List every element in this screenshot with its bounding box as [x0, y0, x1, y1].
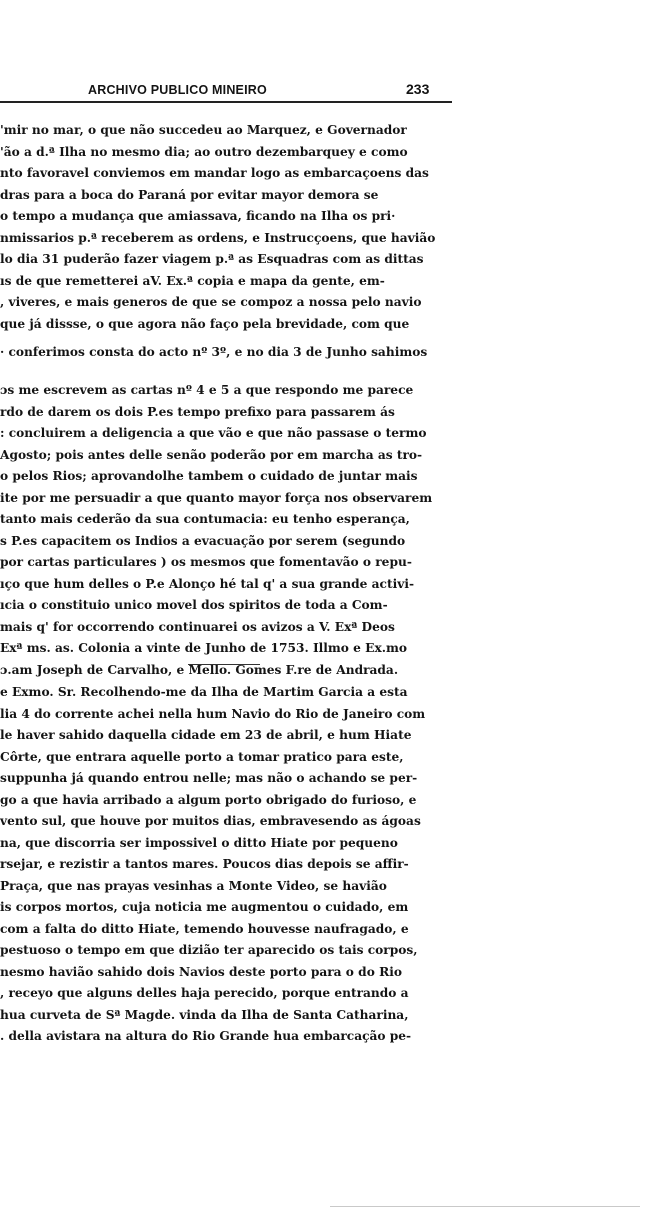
text-line: o pelos Rios; aprovandolhe tambem o cuidado de juntar mais: [0, 469, 418, 483]
running-header: [0, 80, 452, 102]
section-separator: [188, 664, 260, 665]
text-line: nesmo havião sahido dois Navios deste porto para o do Rio: [0, 964, 402, 979]
text-line: suppunha já quando entrou nelle; mas não o achando se per-: [0, 771, 418, 785]
text-line: que já dissse, o que agora não faço pela brevidade, com que: [0, 316, 410, 331]
text-line: lia 4 do corrente achei nella hum Navio do Rio de Janeiro com: [0, 706, 426, 721]
text-line: o tempo a mudança que amiassava, ficando na Ilha os pri·: [0, 209, 396, 223]
text-line: le haver sahido daquella cidade em 23 de abril, e hum Hiate: [0, 728, 412, 742]
scan-edge-rule: [330, 1206, 640, 1207]
text-line: · conferimos consta do acto nº 3º, e no dia 3 de Junho sahimos: [0, 345, 428, 359]
text-line: pestuoso o tempo em que dizião ter aparecido os tais corpos,: [0, 943, 418, 957]
text-line: nmissarios p.ª receberem as ordens, e Instrucçoens, que havião: [0, 230, 436, 245]
paragraph-3: [0, 380, 452, 681]
text-line: nto favoravel conviemos em mandar logo as embarcaçoens das: [0, 166, 429, 180]
header-rule: [0, 101, 452, 103]
paragraph-4: [0, 682, 452, 1048]
text-line: rsejar, e rezistir a tantos mares. Poucos dias depois se affir-: [0, 857, 409, 871]
text-line: vento sul, que houve por muitos dias, embravesendo as ágoas: [0, 814, 421, 828]
text-line: ɔ.am Joseph de Carvalho, e Mello. Gomes F.re de Andrada.: [0, 662, 399, 677]
paragraph-1: [0, 120, 452, 335]
text-line: is corpos mortos, cuja noticia me augmentou o cuidado, em: [0, 900, 409, 914]
text-line: rdo de darem os dois P.es tempo prefixo para passarem ás: [0, 404, 395, 419]
text-line: ıs de que remetterei aV. Ex.ª copia e mapa da gente, em-: [0, 273, 385, 288]
paragraph-2: [0, 342, 452, 364]
text-line: e Exmo. Sr. Recolhendo-me da Ilha de Martim Garcia a esta: [0, 685, 408, 699]
text-line: com a falta do ditto Hiate, temendo houvesse naufragado, e: [0, 921, 409, 936]
text-line: 'mir no mar, o que não succedeu ao Marquez, e Governador: [0, 123, 407, 137]
text-line: ite por me persuadir a que quanto mayor força nos observarem: [0, 490, 433, 505]
text-line: na, que discorria ser impossivel o ditto Hiate por pequeno: [0, 835, 398, 850]
page-number: 233: [406, 81, 430, 97]
text-line: Agosto; pois antes delle senão poderão por em marcha as tro-: [0, 447, 423, 462]
text-line: lo dia 31 puderão fazer viagem p.ª as Esquadras com as dittas: [0, 252, 424, 266]
text-line: mais q' for occorrendo continuarei os avizos a V. Exª Deos: [0, 619, 395, 634]
text-line: , viveres, e mais generos de que se compoz a nossa pelo navio: [0, 295, 422, 309]
text-line: dras para a boca do Paraná por evitar mayor demora se: [0, 187, 379, 202]
text-line: ıço que hum delles o P.e Alonço hé tal q' a sua grande activi-: [0, 576, 415, 591]
text-line: : concluirem a deligencia a que vão e que não passase o termo: [0, 426, 427, 440]
text-line: ıcia o constituio unico movel dos spiritos de toda a Com-: [0, 598, 388, 612]
text-line: hua curveta de Sª Magde. vinda da Ilha de Santa Catharina,: [0, 1007, 409, 1022]
text-line: Praça, que nas prayas vesinhas a Monte Video, se havião: [0, 878, 387, 893]
text-line: Exª ms. as. Colonia a vinte de Junho de 1753. Illmo e Ex.mo: [0, 641, 407, 655]
text-line: ɔs me escrevem as cartas nº 4 e 5 a que respondo me parece: [0, 383, 414, 397]
text-line: tanto mais cederão da sua contumacia: eu tenho esperança,: [0, 512, 410, 526]
text-line: Côrte, que entrara aquelle porto a tomar pratico para este,: [0, 749, 404, 764]
running-title: ARCHIVO PUBLICO MINEIRO: [88, 83, 267, 97]
text-line: 'ão a d.ª Ilha no mesmo dia; ao outro dezembarquey e como: [0, 144, 408, 159]
text-line: go a que havia arribado a algum porto obrigado do furioso, e: [0, 792, 417, 807]
text-line: . della avistara na altura do Rio Grande hua embarcação pe-: [0, 1029, 412, 1043]
text-line: s P.es capacitem os Indios a evacuação por serem (segundo: [0, 533, 406, 548]
text-line: por cartas particulares ) os mesmos que fomentavão o repu-: [0, 555, 412, 569]
text-line: , receyo que alguns delles haja perecido, porque entrando a: [0, 986, 409, 1000]
